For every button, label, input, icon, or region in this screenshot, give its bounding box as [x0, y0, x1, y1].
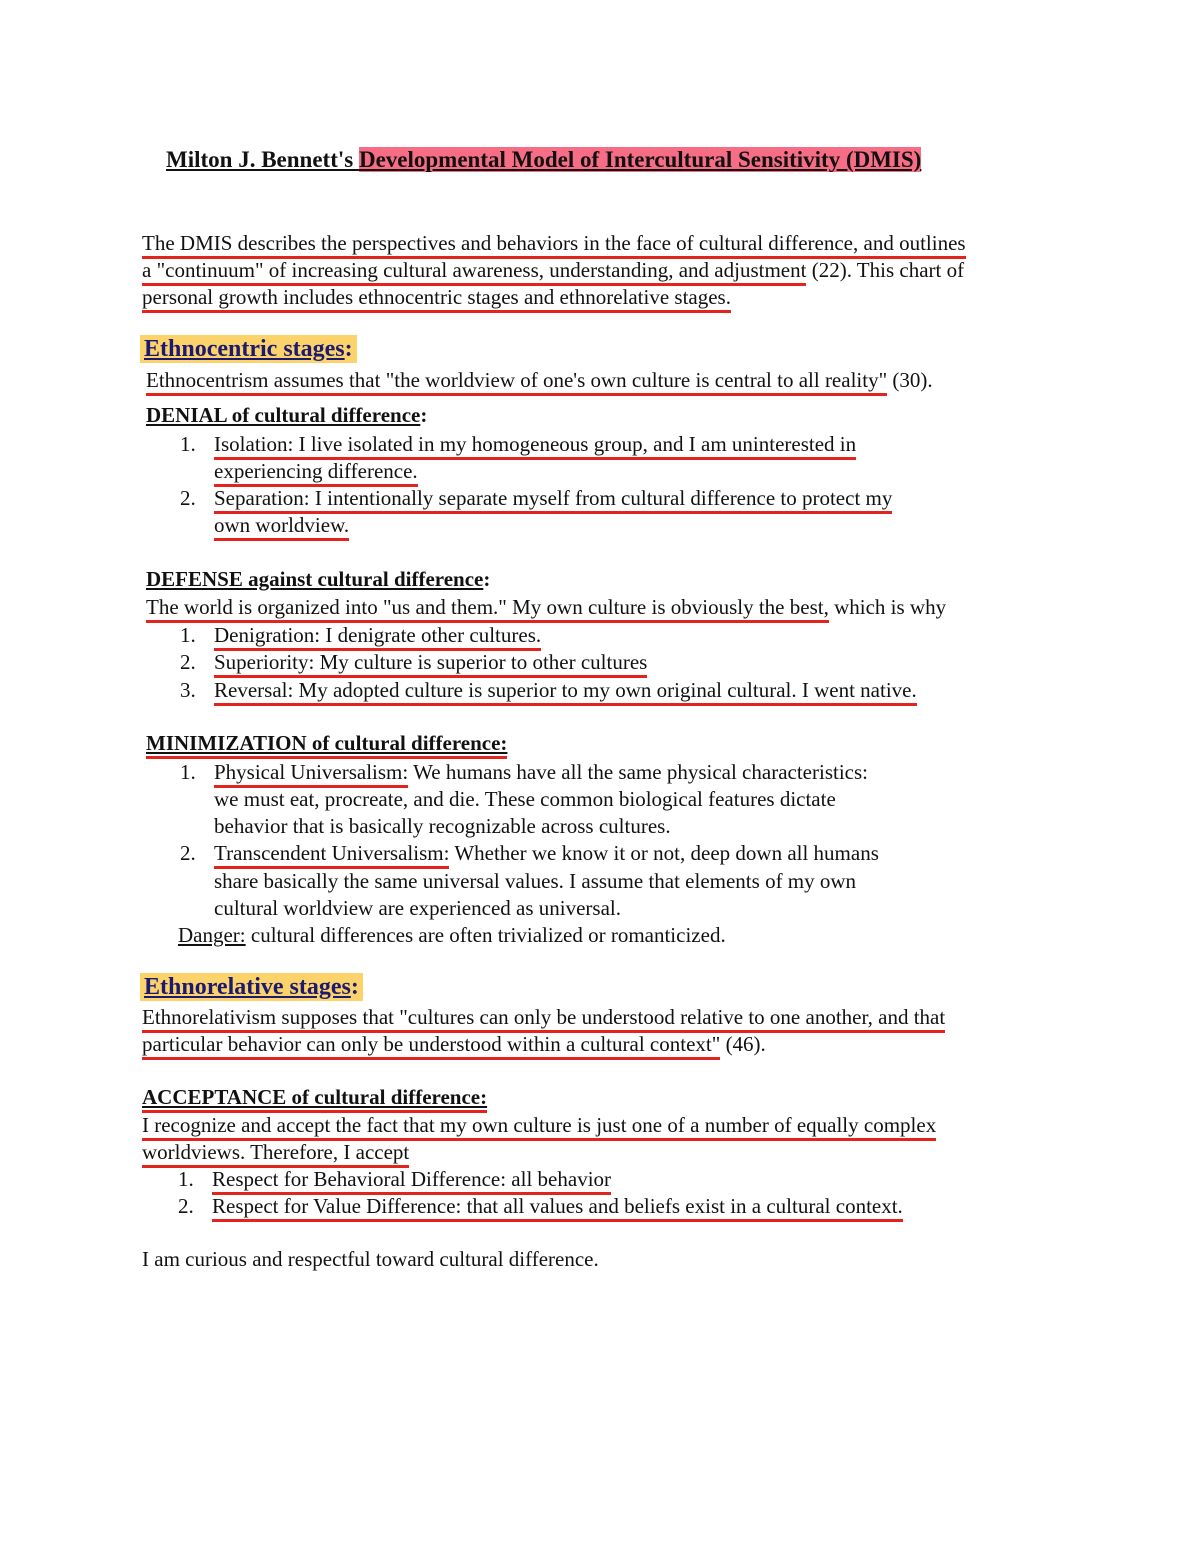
minimization-item-1-cont-1: we must eat, procreate, and die. These common biological features dictate: [214, 787, 836, 811]
intro-line-2: a "continuum" of increasing cultural awareness, understanding, and adjustment (22). This chart of: [142, 257, 964, 284]
ethnocentric-heading: Ethnocentric stages:: [140, 336, 357, 363]
closing-line: I am curious and respectful toward cultural difference.: [142, 1247, 599, 1271]
defense-item-3: 3. Reversal: My adopted culture is superior to my own original cultural. I went native.: [180, 677, 917, 704]
defense-description: The world is organized into "us and them." My own culture is obviously the best, which is why: [146, 594, 946, 621]
intro-line-1: The DMIS describes the perspectives and behaviors in the face of cultural difference, and outlines: [142, 230, 966, 257]
ethnorelative-description-1: Ethnorelativism supposes that "cultures can only be understood relative to one another, and that: [142, 1004, 945, 1031]
defense-item-1: 1. Denigration: I denigrate other cultures.: [180, 622, 541, 649]
minimization-item-1-cont-2: behavior that is basically recognizable across cultures.: [214, 814, 671, 838]
intro-line-3: personal growth includes ethnocentric stages and ethnorelative stages.: [142, 284, 731, 311]
document-title: [166, 146, 921, 173]
denial-item-2-cont: own worldview.: [214, 512, 349, 539]
ethnocentric-description: Ethnocentrism assumes that "the worldview of one's own culture is central to all reality" (30).: [146, 367, 933, 394]
ethnorelative-heading: Ethnorelative stages:: [140, 974, 363, 1001]
title-highlight: Developmental Model of Intercultural Sensitivity (DMIS): [358, 147, 922, 172]
denial-item-1: 1. Isolation: I live isolated in my homogeneous group, and I am uninterested in: [180, 431, 856, 458]
acceptance-heading: ACCEPTANCE of cultural difference:: [142, 1084, 487, 1111]
minimization-item-1: 1. Physical Universalism: We humans have all the same physical characteristics:: [180, 759, 868, 786]
minimization-item-2-cont-2: cultural worldview are experienced as universal.: [214, 896, 621, 920]
minimization-heading: MINIMIZATION of cultural difference:: [146, 730, 507, 757]
denial-item-1-cont: experiencing difference.: [214, 458, 418, 485]
acceptance-item-1: 1. Respect for Behavioral Difference: all behavior: [178, 1166, 611, 1193]
defense-heading: DEFENSE against cultural difference:: [146, 567, 491, 591]
denial-heading: DENIAL of cultural difference:: [146, 403, 428, 427]
minimization-item-2: 2. Transcendent Universalism: Whether we know it or not, deep down all humans: [180, 840, 879, 867]
minimization-item-2-cont-1: share basically the same universal values. I assume that elements of my own: [214, 869, 857, 893]
minimization-danger: Danger: cultural differences are often trivialized or romanticized.: [178, 923, 726, 947]
acceptance-description-2: worldviews. Therefore, I accept: [142, 1139, 409, 1166]
title-prefix: Milton J. Bennett's: [166, 147, 359, 172]
acceptance-item-2: 2. Respect for Value Difference: that all values and beliefs exist in a cultural context.: [178, 1193, 903, 1220]
acceptance-description-1: I recognize and accept the fact that my own culture is just one of a number of equally complex: [142, 1112, 936, 1139]
defense-item-2: 2. Superiority: My culture is superior to other cultures: [180, 649, 647, 676]
ethnorelative-description-2: particular behavior can only be understood within a cultural context" (46).: [142, 1031, 766, 1058]
denial-item-2: 2. Separation: I intentionally separate myself from cultural difference to protect my: [180, 485, 892, 512]
